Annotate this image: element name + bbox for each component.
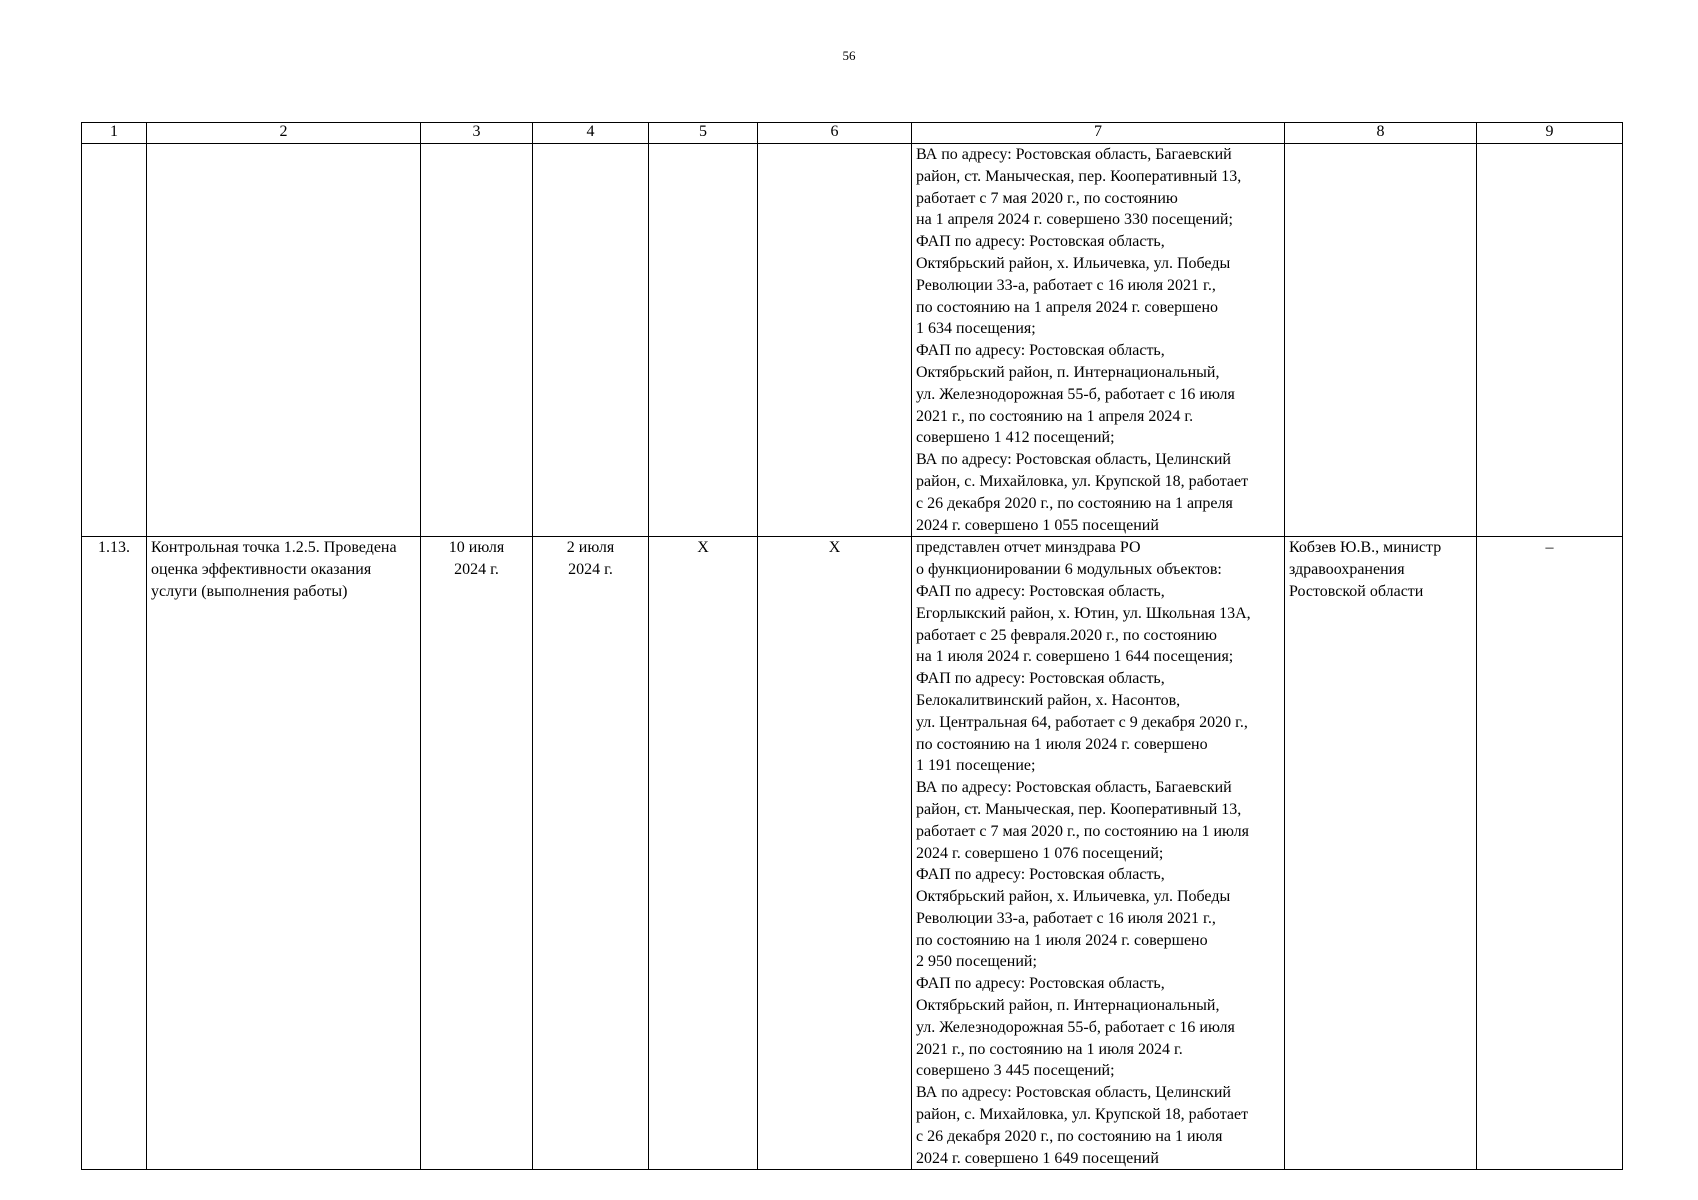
cell-col9-dash: –	[1477, 537, 1623, 1170]
page-number: 56	[842, 48, 856, 63]
header-col-8: 8	[1285, 123, 1477, 144]
report-table	[81, 122, 1623, 1170]
cell-empty	[533, 144, 649, 537]
cell-empty	[82, 144, 147, 537]
cell-actual-date: 2 июля 2024 г.	[533, 537, 649, 1170]
table-row-1-13	[82, 537, 1623, 1170]
cell-empty	[649, 144, 758, 537]
cell-empty	[1477, 144, 1623, 537]
header-col-3: 3	[421, 123, 533, 144]
cell-empty	[147, 144, 421, 537]
header-col-2: 2	[147, 123, 421, 144]
cell-col5-mark: X	[649, 537, 758, 1170]
header-col-5: 5	[649, 123, 758, 144]
cell-empty	[1285, 144, 1477, 537]
cell-planned-date: 10 июля 2024 г.	[421, 537, 533, 1170]
header-col-1: 1	[82, 123, 147, 144]
cell-continuation-result: ВА по адресу: Ростовская область, Багаевский район, ст. Маныческая, пер. Кооперативный 13, работает с 7 мая 2020 г., по состоянию на 1 апреля 2024 г. совершено 330 посещений; ФАП по адресу: Ростовская область, Октябрьский район, х. Ильичевка, ул. Победы Революции 33-а, работает с 16 июля 2021 г., по состоянию на 1 апреля 2024 г. совершено 1 634 посещения; ФАП по адресу: Ростовская область, Октябрьский район, п. Интернациональный, ул. Железнодорожная 55-б, работает с 16 июля 2021 г., по состоянию на 1 апреля 2024 г. совершено 1 412 посещений; ВА по адресу: Ростовская область, Целинский район, с. Михайловка, ул. Крупской 18, работает с 26 декабря 2020 г., по состоянию на 1 апреля 2024 г. совершено 1 055 посещений	[912, 144, 1285, 537]
cell-responsible: Кобзев Ю.В., министр здравоохранения Ростовской области	[1285, 537, 1477, 1170]
cell-row-number: 1.13.	[82, 537, 147, 1170]
cell-result-description: представлен отчет минздрава РО о функционировании 6 модульных объектов: ФАП по адресу: Ростовская область, Егорлыкский район, х. Ютин, ул. Школьная 13А, работает с 25 февраля.2020 г., по состоянию на 1 июля 2024 г. совершено 1 644 посещения; ФАП по адресу: Ростовская область, Белокалитвинский район, х. Насонтов, ул. Центральная 64, работает с 9 декабря 2020 г., по состоянию на 1 июля 2024 г. совершено 1 191 посещение; ВА по адресу: Ростовская область, Багаевский район, ст. Маныческая, пер. Кооперативный 13, работает с 7 мая 2020 г., по состоянию на 1 июля 2024 г. совершено 1 076 посещений; ФАП по адресу: Ростовская область, Октябрьский район, х. Ильичевка, ул. Победы Революции 33-а, работает с 16 июля 2021 г., по состоянию на 1 июля 2024 г. совершено 2 950 посещений; ФАП по адресу: Ростовская область, Октябрьский район, п. Интернациональный, ул. Железнодорожная 55-б, работает с 16 июля 2021 г., по состоянию на 1 июля 2024 г. совершено 3 445 посещений; ВА по адресу: Ростовская область, Целинский район, с. Михайловка, ул. Крупской 18, работает с 26 декабря 2020 г., по состоянию на 1 июля 2024 г. совершено 1 649 посещений	[912, 537, 1285, 1170]
cell-checkpoint-name: Контрольная точка 1.2.5. Проведена оценка эффективности оказания услуги (выполнения работы)	[147, 537, 421, 1170]
header-col-6: 6	[758, 123, 912, 144]
cell-empty	[758, 144, 912, 537]
header-col-7: 7	[912, 123, 1285, 144]
header-col-4: 4	[533, 123, 649, 144]
header-col-9: 9	[1477, 123, 1623, 144]
table-row-continuation	[82, 144, 1623, 537]
cell-col6-mark: X	[758, 537, 912, 1170]
cell-empty	[421, 144, 533, 537]
header-row	[82, 123, 1623, 144]
